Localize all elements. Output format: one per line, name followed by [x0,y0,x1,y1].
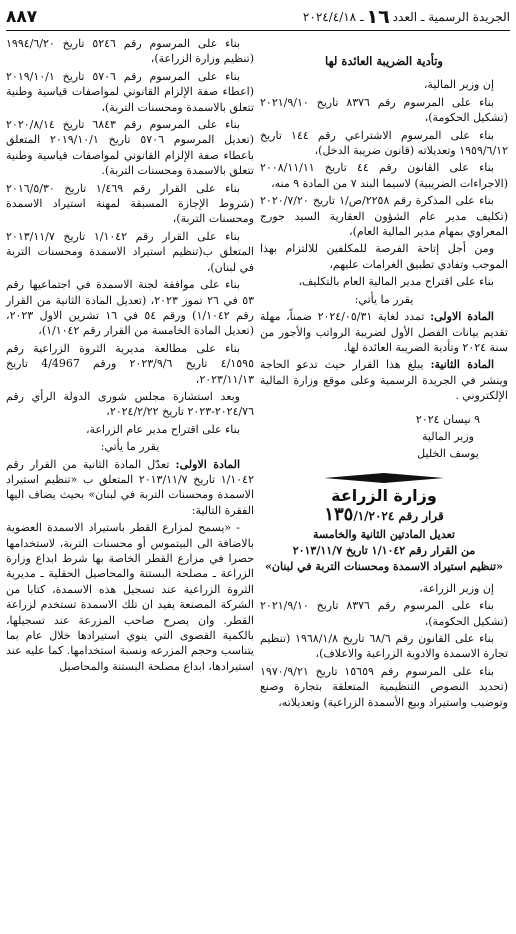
paragraph: بناء على القانون رقم ٤٤ تاريخ ٢٠٠٨/١١/١١ (الاجراءات الضريبية) لاسيما البند ٧ من المادة ٩ منه، [260,161,508,190]
paragraph: بناء على القرار رقم ١/٤٦٩ تاريخ ٢٠١٦/٥/٣٠ (شروط الإجازة المسبقة لمهنة استيراد الاسمدة ومحسنات التربة)، [6,181,254,226]
article-2 [260,357,508,403]
article-text: يبلغ هذا القرار حيث تدعو الحاجة وينشر في الجريدة الرسمية وعلى موقع وزارة المالية الإلكتروني . [260,358,508,403]
right-column [260,36,508,712]
paragraph: بناء على مطالعة مديرية الثروة الزراعية رقم ٤/١٥٩٥ تاريخ ٢٠٢٣/٩/٦ ورقم 4/4967 تاريخ ٢٠٢٣/١١/١٣، [6,341,254,386]
journal-header [303,6,510,28]
article-1 [6,457,254,519]
paragraph: بناء على المذكرة رقم ٢٢٥٨/ص/١ تاريخ ٢٠٢٠/٧/٢٠ (تكليف مدير عام الشؤون العقارية السيد جورج المعراوي بمهام مدير المالية العام)، [260,194,508,239]
paragraph: ومن أجل إتاحة الفرصة للمكلفين للالتزام بهذا الموجب وتفادي تطبيق الغرامات عليهم، [260,242,508,271]
article-label: المادة الثانية: [430,358,494,372]
left-column [6,36,254,676]
section-divider [260,472,508,484]
paragraph: إن وزير الزراعة، [419,581,494,595]
paragraph: إن وزير المالية، [423,78,494,92]
issue-number: ١٦ [366,6,390,28]
signature-block [260,412,508,462]
paragraph: بناء على اقتراح مدير عام الزراعة، [86,422,240,436]
article-1 [260,309,508,355]
decision-title-line: «تنظيم استيراد الاسمدة ومحسنات التربة في لبنان» [265,560,503,574]
journal-name: الجريدة الرسمية ـ العدد [392,10,510,24]
page-header [6,6,510,31]
paragraph: بناء على القرار رقم ١/١٠٤٢ تاريخ ٢٠١٣/١١/٧ المتعلق ب(تنظيم استيراد الاسمدة ومحسنات التربة في لبنان)، [6,229,254,274]
decides-heading: يقرر ما يأتي: [354,292,414,306]
decision-title-line: تعديل المادتين الثانية والخامسة [313,527,455,541]
article-label: المادة الاولى: [430,310,494,324]
decision-number-value: ١٣٥ [324,504,354,526]
paragraph: بناء على المرسوم رقم ١٥٦٥٩ تاريخ ١٩٧٠/٩/٢١ (تحديد النصوص التنظيمية المتعلقة بتجارة وصنع وتوضيب واستيراد وبيع الأسمدة الزراعية) وتعديلاته، [260,664,508,709]
paragraph: وبعد استشارة مجلس شورى الدولة الرأي رقم ٢٠٢٤/٧٦-٢٠٢٣ تاريخ ٢٠٢٤/٢/٢٢، [6,389,254,419]
quoted-paragraph: - «يسمح لمزارع القطر باستيراد الاسمدة العضوية بالاضافة الى البيتموس أو محسنات التربة، لاستخدامها حصرا في مزارع القطر الخاصة بها شرط ابداع وزارة الزراعة ـ مصلحة البستنة والمحاصيل الحقلية ـ مديرية الثروة الزراعية عند تسجيل هذه الاسمدة، كتابا من الشركة المصنعة يفيد ان تلك الاسمدة تستخدم لزراعة القطر. وان يصرح صاحب المزرعة عند تسجيلها، بالكمية القصوى التي ينوي استيرادها خلال عام بما يتناسب وحجم المزرعه ونسبة استخدامها. كما عليه عند استيرادها، ابداع مصلحة البستنة والمحاصيل [6,521,254,673]
paragraph: بناء على القانون رقم ٦٨/٦ تاريخ ١٩٦٨/١/٨ (تنظيم تجارة الاسمدة والادوية الزراعية والاعلاف)، [260,632,508,661]
tax-title: وتأدية الضريبة العائدة لها [325,54,443,68]
decision-number [260,504,508,526]
issue-date: ـ ٢٠٢٤/٤/١٨ [302,10,364,24]
article-text: تعدّل المادة الثانية من القرار رقم ١/١٠٤٢ تاريخ ٢٠١٣/١١/٧ المتعلق ب «تنظيم استيراد الاسمدة ومحسنات التربة في لبنان» بحيث يضاف اليها الفقرة التالية: [6,457,254,517]
decision-suffix: /١/٢٠٢٤ [353,509,395,524]
paragraph: بناء على اقتراح مدير المالية العام بالتكليف، [298,275,494,289]
paragraph: بناء على المرسوم رقم ٨٣٧٦ تاريخ ٢٠٢١/٩/١٠ (تشكيل الحكومة)، [260,95,508,125]
paragraph: بناء على المرسوم رقم ٨٣٧٦ تاريخ ٢٠٢١/٩/١٠ (تشكيل الحكومة)، [260,599,508,628]
article-label: المادة الاولى: [175,457,240,471]
paragraph: بناء على المرسوم رقم ٦٨٤٣ تاريخ ٢٠٢٠/٨/١٤ (تعديل المرسوم ٥٧٠٦ تاريخ ٢٠١٩/١٠/١ المتعلق باعطاء صفة الإلزام القانوني لمواصفات قياسية وطنية تتعلق بالاسمدة ومحسنات التربة). [6,118,254,178]
paragraph: بناء على المرسوم الاشتراعي رقم ١٤٤ تاريخ ١٩٥٩/٦/١٢ وتعديلاته (قانون ضريبة الدخل)، [260,128,508,158]
signature-name: يوسف الخليل [417,447,479,461]
signature-title: وزير المالية [422,429,474,443]
decision-prefix: قرار رقم [398,509,444,524]
article-text: تمدد لغاية ٢٠٢٤/٠٥/٣١ ضمناً، مهلة تقديم بيانات الفصل الأول لضريبة الرواتب والأجور من سنة ٢٠٢٤ وتأدية الضريبة العائدة لها. [260,310,508,354]
decision-title-line: من القرار رقم ١/١٠٤٢ تاريخ ٢٠١٣/١١/٧ [292,543,476,557]
paragraph: بناء على موافقة لجنة الاسمدة في اجتماعيها رقم ٥٣ في ٢٦ تموز ٢٠٢٣، (تعديل المادة الثانية من القرار رقم ١/١٠٤٢) ورقم ٥٤ في ١٦ تشرين الاول ٢٠٢٣، (تعديل المادة الخامسة من القرار رقم ١/١٠٤٢)، [6,278,255,338]
ministry-title: وزارة الزراعة [331,485,437,505]
page-number: ٨٨٧ [6,7,38,27]
decides-heading: يقرر ما يأتي: [100,440,160,454]
paragraph: بناء على المرسوم رقم ٥٢٤٦ تاريخ ١٩٩٤/٦/٢٠ (تنظيم وزارة الزراعة)، [6,37,254,66]
signature-date: ٩ نيسان ٢٠٢٤ [415,412,481,426]
paragraph: بناء على المرسوم رقم ٥٧٠٦ تاريخ ٢٠١٩/١٠/١ (اعطاء صفة الإلزام القانوني لمواصفات قياسية وطنية تتعلق بالاسمدة ومحسنات التربة)، [6,69,254,114]
